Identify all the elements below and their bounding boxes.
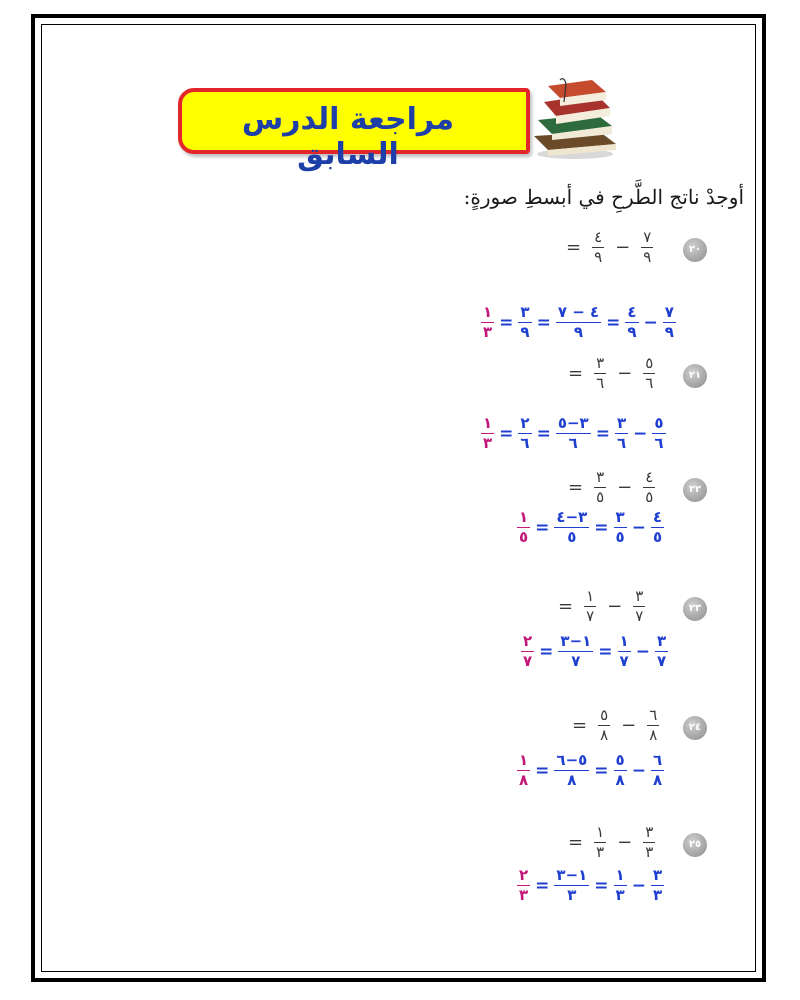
- fraction: $\frac{٣}{٧}$: [635, 587, 644, 625]
- result-fraction: $\frac{٢}{٣}$: [519, 866, 529, 904]
- exercise-number-badge: ٢١: [683, 364, 707, 388]
- fraction: $\frac{٣}{٣}$: [645, 823, 654, 861]
- fraction: $\frac{٣}{٧}$: [656, 632, 667, 670]
- fraction: $\frac{١}{٣}$: [596, 823, 605, 861]
- exercise-answer: $\frac{١}{٣}$ = $\frac{٣}{٩}$ = $\frac{٤ - ٧}{٩}$ = $\frac{٤}{٩}$ − $\frac{٧}{٩}$: [483, 303, 674, 341]
- fraction: $\frac{٣}{٦}$: [616, 414, 627, 452]
- exercise-answer: $\frac{١}{٨}$ = $\frac{٥-٦}{٨}$ = $\frac{٥}{٨}$ − $\frac{٦}{٨}$: [519, 751, 663, 789]
- fraction: $\frac{٦}{٨}$: [649, 706, 658, 744]
- fraction: $\frac{٥}{٦}$: [645, 354, 654, 392]
- fraction: $\frac{٥}{٦}$: [654, 414, 664, 452]
- exercise-answer: $\frac{١}{٥}$ = $\frac{٣-٤}{٥}$ = $\frac{٣}{٥}$ − $\frac{٤}{٥}$: [519, 508, 663, 546]
- result-fraction: $\frac{١}{٣}$: [483, 303, 493, 341]
- result-fraction: $\frac{١}{٣}$: [483, 414, 493, 452]
- fraction: $\frac{١}{٧}$: [619, 632, 629, 670]
- fraction: $\frac{٣}{٣}$: [652, 866, 663, 904]
- instruction-text: أوجدْ ناتج الطَّرحِ في أبسطِ صورةٍ:: [463, 185, 744, 209]
- fraction: $\frac{١}{٣}$: [615, 866, 625, 904]
- fraction: $\frac{٧}{٩}$: [664, 303, 674, 341]
- fraction: $\frac{٥}{٨}$: [615, 751, 625, 789]
- fraction: $\frac{٤}{٩}$: [594, 228, 603, 266]
- result-fraction: $\frac{١}{٥}$: [519, 508, 529, 546]
- fraction: $\frac{٤}{٥}$: [652, 508, 663, 546]
- fraction: $\frac{٥}{٨}$: [600, 706, 609, 744]
- exercise-answer: $\frac{٢}{٣}$ = $\frac{١-٣}{٣}$ = $\frac{١}{٣}$ − $\frac{٣}{٣}$: [519, 866, 663, 904]
- section-banner: [178, 88, 530, 172]
- exercise-number-badge: ٢٥: [683, 833, 707, 857]
- fraction: $\frac{٣-٥}{٦}$: [557, 414, 589, 452]
- exercise-number-badge: ٢٤: [683, 716, 707, 740]
- fraction: $\frac{٤}{٩}$: [627, 303, 637, 341]
- books-icon: [530, 78, 620, 162]
- fraction: $\frac{٦}{٨}$: [652, 751, 663, 789]
- exercise-question: = $\frac{٥}{٨}$ − $\frac{٦}{٨}$: [572, 706, 658, 744]
- fraction: $\frac{٧}{٩}$: [643, 228, 652, 266]
- fraction: $\frac{٢}{٦}$: [520, 414, 530, 452]
- fraction: $\frac{٣}{٩}$: [520, 303, 530, 341]
- exercise-answer: $\frac{١}{٣}$ = $\frac{٢}{٦}$ = $\frac{٣-٥}{٦}$ = $\frac{٣}{٦}$ − $\frac{٥}{٦}$: [483, 414, 664, 452]
- exercise-answer: $\frac{٢}{٧}$ = $\frac{١-٣}{٧}$ = $\frac{١}{٧}$ − $\frac{٣}{٧}$: [523, 632, 667, 670]
- fraction: $\frac{٣}{٥}$: [615, 508, 625, 546]
- banner-title: مراجعة الدرس السابق: [241, 102, 455, 172]
- fraction: $\frac{٣}{٦}$: [596, 354, 605, 392]
- result-fraction: $\frac{١}{٨}$: [519, 751, 529, 789]
- exercise-number-badge: ٢٣: [683, 597, 707, 621]
- exercise-question: = $\frac{١}{٧}$ − $\frac{٣}{٧}$: [558, 587, 644, 625]
- fraction: $\frac{٥-٦}{٨}$: [556, 751, 588, 789]
- exercise-question: = $\frac{٤}{٩}$ − $\frac{٧}{٩}$: [566, 228, 652, 266]
- fraction: $\frac{١}{٧}$: [586, 587, 595, 625]
- fraction: $\frac{٣}{٥}$: [596, 468, 605, 506]
- exercise-question: = $\frac{٣}{٦}$ − $\frac{٥}{٦}$: [568, 354, 654, 392]
- fraction: $\frac{١-٣}{٧}$: [560, 632, 592, 670]
- exercise-question: = $\frac{٣}{٥}$ − $\frac{٤}{٥}$: [568, 468, 654, 506]
- fraction: $\frac{٤}{٥}$: [645, 468, 654, 506]
- fraction: $\frac{٣-٤}{٥}$: [556, 508, 588, 546]
- fraction: $\frac{١-٣}{٣}$: [556, 866, 588, 904]
- fraction: $\frac{٤ - ٧}{٩}$: [557, 303, 600, 341]
- exercise-number-badge: ٢٢: [683, 478, 707, 502]
- exercise-number-badge: ٢٠: [683, 238, 707, 262]
- exercise-question: = $\frac{١}{٣}$ − $\frac{٣}{٣}$: [568, 823, 654, 861]
- result-fraction: $\frac{٢}{٧}$: [523, 632, 533, 670]
